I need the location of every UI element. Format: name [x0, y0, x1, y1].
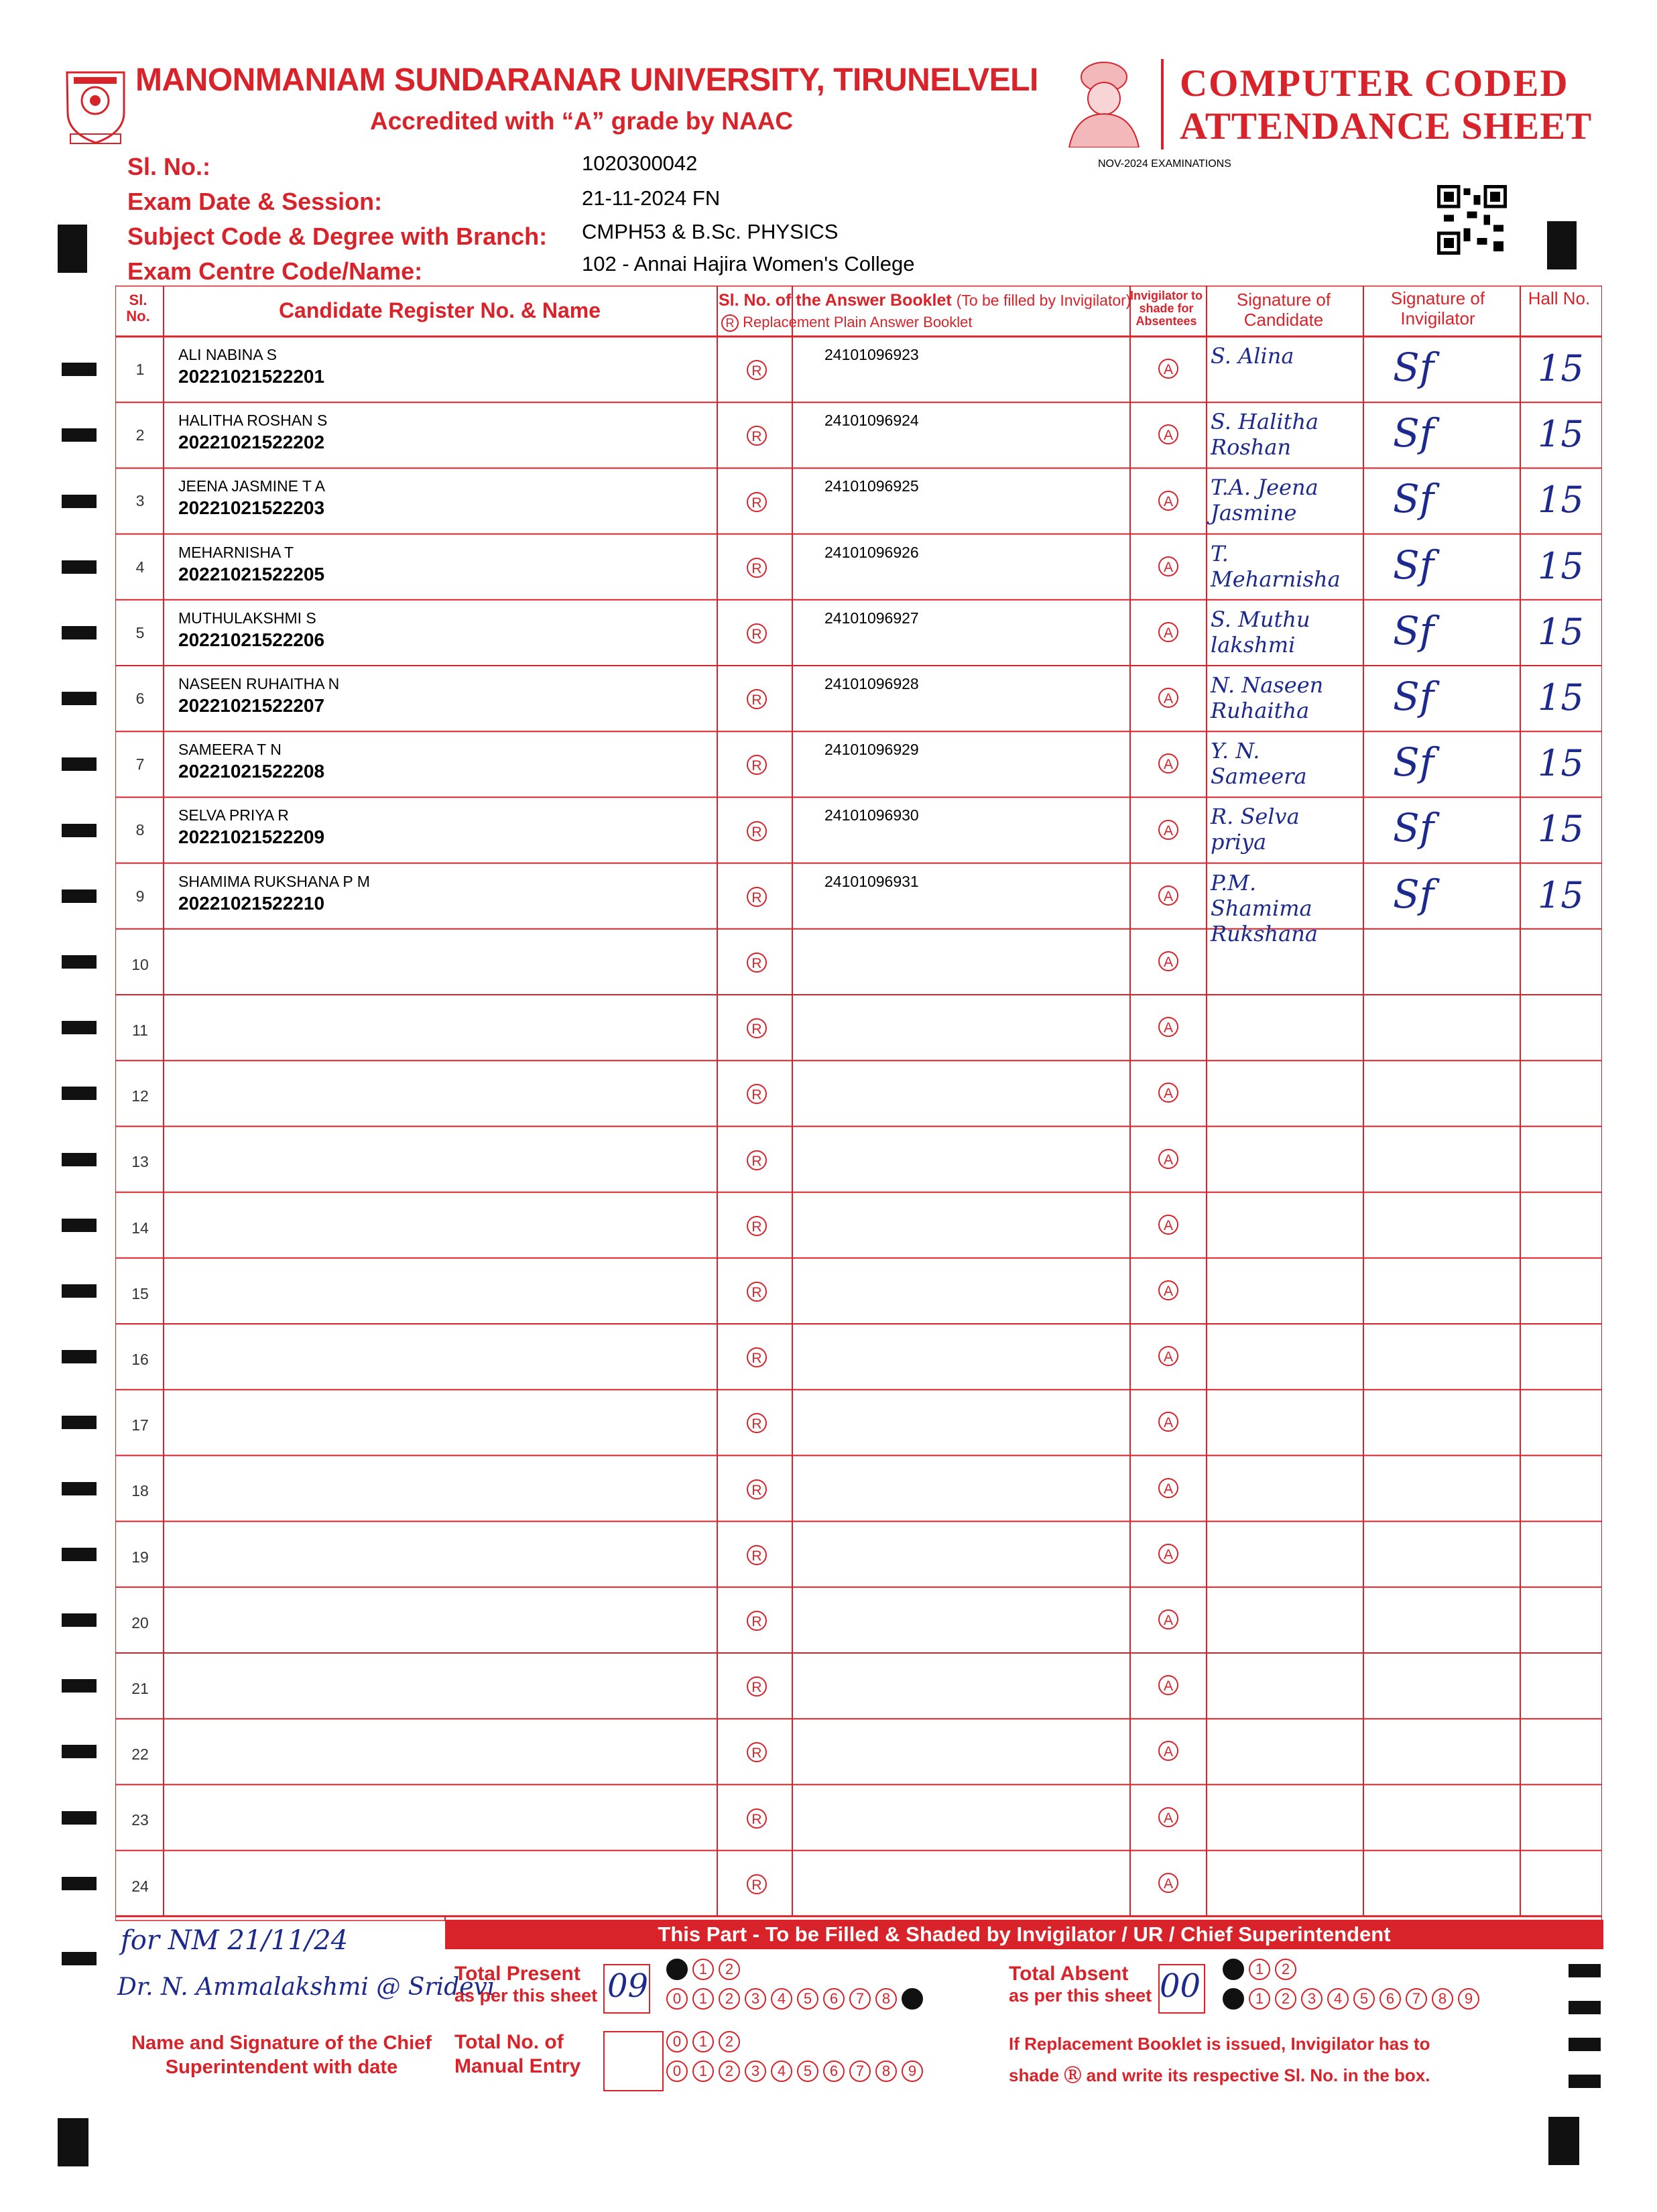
sl-no-label: Sl. No.: — [127, 153, 210, 180]
digit-bubble-5[interactable]: 5 — [797, 2061, 818, 2082]
total-present-label-2: as per this sheet — [454, 1985, 598, 2006]
candidate-signature: N. Naseen Ruhaitha — [1211, 672, 1324, 723]
digit-bubble-5[interactable]: 5 — [1353, 1988, 1375, 2010]
row-sl-no: 15 — [131, 1284, 149, 1302]
digit-bubble-2[interactable]: 2 — [719, 1988, 740, 2010]
absent-bubble-icon[interactable]: A — [1158, 688, 1178, 708]
digit-bubble-1[interactable]: 1 — [1249, 1959, 1270, 1980]
row-sl-no: 7 — [135, 755, 145, 774]
candidate-name: MEHARNISHA T — [178, 543, 294, 561]
row-sl-no: 16 — [131, 1351, 149, 1368]
timing-mark — [1569, 2038, 1601, 2051]
booklet-number: 24101096931 — [824, 872, 919, 890]
row-sl-no: 12 — [131, 1087, 149, 1105]
hall-number: 15 — [1538, 742, 1584, 785]
digit-bubble-0[interactable]: 0 — [1223, 1988, 1244, 2010]
timing-mark — [62, 757, 97, 771]
booklet-number: 24101096930 — [824, 806, 919, 824]
absent-bubble-icon[interactable]: A — [1158, 622, 1178, 642]
row-sl-no: 22 — [131, 1745, 149, 1764]
col-header-sig-candidate: Signature of Candidate — [1236, 290, 1331, 330]
booklet-number: 24101096928 — [824, 675, 919, 692]
invigilator-signature: Sf — [1393, 476, 1434, 522]
timing-mark — [62, 428, 97, 442]
timing-mark — [62, 626, 97, 639]
timing-mark — [62, 1745, 97, 1758]
timing-mark — [62, 560, 97, 574]
digit-bubble-2[interactable]: 2 — [719, 2031, 740, 2052]
col-header-candidate: Candidate Register No. & Name — [278, 298, 601, 322]
timing-mark — [62, 363, 97, 376]
row-sl-no: 2 — [135, 426, 145, 444]
row-sl-no: 18 — [131, 1482, 149, 1500]
replacement-bubble-icon[interactable]: R — [747, 1282, 767, 1302]
candidate-name: JEENA JASMINE T A — [178, 477, 326, 495]
replacement-bubble-icon[interactable]: R — [747, 426, 767, 446]
digit-bubble-6[interactable]: 6 — [1379, 1988, 1401, 2010]
manual-entry-label-1: Total No. of — [454, 2031, 564, 2053]
row-sl-no: 9 — [135, 887, 145, 905]
row-sl-no: 10 — [131, 955, 149, 973]
timing-mark — [62, 1811, 97, 1825]
timing-mark — [62, 1416, 97, 1429]
digit-bubble-1[interactable]: 1 — [1249, 1988, 1270, 2010]
booklet-number: 24101096923 — [824, 346, 919, 363]
digit-bubble-3[interactable]: 3 — [745, 1988, 766, 2010]
timing-mark — [62, 824, 97, 837]
row-sl-no: 8 — [135, 821, 145, 839]
manual-entry-label-2: Manual Entry — [454, 2055, 581, 2077]
row-sl-no: 5 — [135, 623, 145, 641]
booklet-number: 24101096925 — [824, 477, 919, 495]
booklet-number: 24101096926 — [824, 543, 919, 561]
replacement-glyph-icon: R — [721, 314, 739, 332]
present-units-bubbles — [666, 1988, 923, 2011]
date-value: 21-11-2024 FN — [582, 186, 721, 210]
timing-mark — [1547, 221, 1577, 269]
subject-label: Subject Code & Degree with Branch: — [127, 223, 548, 250]
absent-bubble-icon[interactable]: A — [1158, 753, 1178, 774]
digit-bubble-4[interactable]: 4 — [1327, 1988, 1349, 2010]
timing-mark — [1548, 2117, 1579, 2165]
candidate-signature: Y. N. Sameera — [1211, 738, 1307, 790]
date-label: Exam Date & Session: — [127, 188, 383, 215]
replacement-bubble-icon[interactable]: R — [747, 623, 767, 643]
booklet-number: 24101096927 — [824, 609, 919, 627]
replacement-bubble-icon[interactable]: R — [747, 1018, 767, 1038]
candidate-name: ALI NABINA S — [178, 346, 278, 363]
replacement-bubble-icon[interactable]: R — [747, 1413, 767, 1433]
timing-mark — [62, 1952, 97, 1965]
invigilator-signature: Sf — [1393, 607, 1434, 654]
replacement-note-1: If Replacement Booklet is issued, Invigilator has to — [1009, 2034, 1430, 2054]
absent-bubble-icon[interactable]: A — [1158, 1873, 1178, 1893]
sheet-title-line2: ATTENDANCE SHEET — [1180, 105, 1593, 147]
col-header-hall: Hall No. — [1528, 288, 1591, 308]
digit-bubble-7[interactable]: 7 — [849, 2061, 871, 2082]
invigilator-signature: Sf — [1393, 674, 1434, 719]
candidate-signature: T. Meharnisha — [1211, 540, 1341, 592]
row-sl-no: 3 — [135, 492, 145, 510]
digit-bubble-9[interactable]: 9 — [902, 2061, 923, 2082]
timing-mark — [62, 955, 97, 969]
absent-bubble-icon[interactable]: A — [1158, 1412, 1178, 1432]
candidate-name: NASEEN RUHAITHA N — [178, 675, 340, 692]
digit-bubble-9[interactable]: 9 — [1458, 1988, 1479, 2010]
col-header-replacement — [721, 314, 973, 332]
absent-bubble-icon[interactable]: A — [1158, 1807, 1178, 1827]
timing-mark — [62, 1482, 97, 1495]
absent-bubble-icon[interactable]: A — [1158, 1675, 1178, 1695]
digit-bubble-8[interactable]: 8 — [1432, 1988, 1453, 2010]
row-sl-no: 4 — [135, 558, 145, 576]
digit-bubble-3[interactable]: 3 — [1301, 1988, 1323, 2010]
invigilator-signature: Sf — [1393, 805, 1434, 851]
total-present-value: 09 — [607, 1967, 649, 2005]
timing-mark — [58, 225, 87, 273]
footer-banner: This Part - To be Filled & Shaded by Invigilator / UR / Chief Superintendent — [445, 1920, 1603, 1949]
row-sl-no: 1 — [135, 361, 145, 378]
digit-bubble-2[interactable]: 2 — [719, 2061, 740, 2082]
col-header-sig-invigilator: Signature of Invigilator — [1390, 288, 1485, 328]
digit-bubble-2[interactable]: 2 — [1275, 1988, 1296, 2010]
digit-bubble-1[interactable]: 1 — [692, 2061, 714, 2082]
university-logo — [60, 67, 131, 151]
row-sl-no: 23 — [131, 1811, 149, 1829]
absent-bubble-icon[interactable]: A — [1158, 1149, 1178, 1169]
sheet-title-line1: COMPUTER CODED — [1180, 62, 1569, 105]
digit-bubble-6[interactable]: 6 — [823, 2061, 845, 2082]
digit-bubble-9[interactable]: 9 — [902, 1988, 923, 2010]
absent-tens-bubbles — [1223, 1959, 1296, 1981]
timing-mark — [58, 2118, 88, 2166]
founder-portrait — [1059, 57, 1150, 147]
digit-bubble-4[interactable]: 4 — [771, 1988, 792, 2010]
hall-number: 15 — [1538, 610, 1584, 653]
absent-bubble-icon[interactable]: A — [1158, 1478, 1178, 1498]
timing-mark — [1569, 1964, 1601, 1977]
register-number: 20221021522209 — [178, 826, 325, 848]
row-sl-no: 13 — [131, 1153, 149, 1171]
replacement-note-2: shade Ⓡ and write its respective Sl. No. in the box. — [1009, 2065, 1430, 2085]
replacement-bubble-icon[interactable]: R — [747, 755, 767, 775]
timing-mark — [62, 1219, 97, 1232]
replacement-bubble-icon[interactable]: R — [747, 1347, 767, 1367]
manual-units-bubbles — [666, 2061, 923, 2083]
timing-mark — [62, 1613, 97, 1627]
invigilator-signature: Sf — [1393, 739, 1434, 786]
register-number: 20221021522205 — [178, 563, 325, 585]
booklet-number: 24101096929 — [824, 741, 919, 759]
replacement-bubble-icon[interactable]: R — [747, 1545, 767, 1565]
replacement-bubble-icon[interactable]: R — [747, 953, 767, 973]
candidate-name: HALITHA ROSHAN S — [178, 412, 328, 430]
replacement-bubble-icon[interactable]: R — [747, 689, 767, 709]
candidate-name: SAMEERA T N — [178, 741, 282, 759]
cs-signature-line1: for NM 21/11/24 — [121, 1925, 349, 1956]
attendance-grid — [115, 286, 1602, 1921]
total-present-label-1: Total Present — [454, 1963, 580, 1985]
digit-bubble-0[interactable]: 0 — [1223, 1959, 1244, 1980]
total-absent-label-2: as per this sheet — [1009, 1985, 1152, 2006]
register-number: 20221021522201 — [178, 366, 325, 387]
absent-bubble-icon[interactable]: A — [1158, 1741, 1178, 1761]
hall-number: 15 — [1538, 479, 1584, 521]
cs-signature-line2: Dr. N. Ammalakshmi @ Sridevi — [117, 1973, 495, 2001]
replacement-bubble-icon[interactable]: R — [747, 1676, 767, 1697]
booklet-header-title: Sl. No. of the Answer Booklet — [719, 291, 952, 310]
col-header-invigilator-shade: Invigilator to shade for Absentees — [1130, 289, 1203, 328]
absent-bubble-icon[interactable]: A — [1158, 885, 1178, 906]
candidate-signature: S. Alina — [1211, 343, 1294, 369]
digit-bubble-0[interactable]: 0 — [666, 1959, 688, 1980]
candidate-name: MUTHULAKSHMI S — [178, 609, 316, 627]
candidate-signature: R. Selva priya — [1211, 804, 1300, 855]
invigilator-signature: Sf — [1393, 345, 1434, 390]
register-number: 20221021522208 — [178, 761, 325, 782]
replacement-bubble-icon[interactable]: R — [747, 821, 767, 841]
candidate-name: SELVA PRIYA R — [178, 806, 289, 824]
absent-bubble-icon[interactable]: A — [1158, 820, 1178, 840]
hall-number: 15 — [1538, 676, 1584, 719]
digit-bubble-8[interactable]: 8 — [875, 1988, 897, 2010]
header-divider — [1161, 59, 1164, 149]
hall-number: 15 — [1538, 347, 1584, 389]
row-sl-no: 6 — [135, 690, 145, 707]
candidate-signature: T.A. Jeena Jasmine — [1211, 475, 1318, 526]
invigilator-signature: Sf — [1393, 542, 1434, 588]
digit-bubble-1[interactable]: 1 — [692, 1988, 714, 2010]
row-sl-no: 19 — [131, 1548, 149, 1566]
manual-tens-bubbles — [666, 2031, 740, 2054]
accreditation: Accredited with “A” grade by NAAC — [370, 107, 794, 135]
hall-number: 15 — [1538, 544, 1584, 587]
row-sl-no: 21 — [131, 1680, 149, 1697]
digit-bubble-6[interactable]: 6 — [823, 1988, 845, 2010]
manual-entry-box[interactable] — [603, 2031, 664, 2091]
replacement-bubble-icon[interactable]: R — [747, 1084, 767, 1104]
replacement-header-text: Replacement Plain Answer Booklet — [743, 314, 973, 330]
register-number: 20221021522210 — [178, 892, 325, 914]
timing-mark — [62, 1153, 97, 1166]
cs-label: Name and Signature of the Chief Superintendent with date — [131, 2032, 432, 2078]
absent-bubble-icon[interactable]: A — [1158, 1083, 1178, 1103]
replacement-bubble-icon[interactable]: R — [747, 1874, 767, 1894]
absent-bubble-icon[interactable]: A — [1158, 1017, 1178, 1037]
replacement-bubble-icon[interactable]: R — [747, 1808, 767, 1829]
row-sl-no: 14 — [131, 1219, 149, 1237]
digit-bubble-2[interactable]: 2 — [719, 1959, 740, 1980]
present-tens-bubbles — [666, 1959, 740, 1981]
replacement-bubble-icon[interactable]: R — [747, 1611, 767, 1631]
university-name: MANONMANIAM SUNDARANAR UNIVERSITY, TIRUNELVELI — [135, 62, 1038, 98]
timing-mark — [62, 1679, 97, 1693]
row-sl-no: 17 — [131, 1416, 149, 1434]
digit-bubble-0[interactable]: 0 — [666, 2061, 688, 2082]
timing-mark — [62, 495, 97, 508]
replacement-bubble-icon[interactable]: R — [747, 558, 767, 578]
candidate-signature: S. Muthu lakshmi — [1211, 606, 1310, 658]
digit-bubble-7[interactable]: 7 — [1406, 1988, 1427, 2010]
booklet-number: 24101096924 — [824, 412, 919, 430]
absent-bubble-icon[interactable]: A — [1158, 424, 1178, 444]
total-absent-value: 00 — [1160, 1967, 1201, 2005]
digit-bubble-1[interactable]: 1 — [692, 2031, 714, 2052]
register-number: 20221021522203 — [178, 497, 325, 519]
digit-bubble-4[interactable]: 4 — [771, 2061, 792, 2082]
absent-bubble-icon[interactable]: A — [1158, 556, 1178, 576]
timing-mark — [62, 1877, 97, 1890]
replacement-bubble-icon[interactable]: R — [747, 360, 767, 380]
replacement-bubble-icon[interactable]: R — [747, 1216, 767, 1236]
timing-mark — [62, 692, 97, 705]
absent-bubble-icon[interactable]: A — [1158, 359, 1178, 379]
register-number: 20221021522206 — [178, 629, 325, 650]
invigilator-signature: Sf — [1393, 410, 1434, 456]
digit-bubble-8[interactable]: 8 — [875, 2061, 897, 2082]
candidate-name: SHAMIMA RUKSHANA P M — [178, 872, 370, 890]
col-header-booklet — [719, 291, 1131, 310]
absent-bubble-icon[interactable]: A — [1158, 1609, 1178, 1630]
register-number: 20221021522202 — [178, 432, 325, 453]
row-sl-no: 24 — [131, 1877, 149, 1895]
subject-value: CMPH53 & B.Sc. PHYSICS — [582, 220, 839, 243]
hall-number: 15 — [1538, 873, 1584, 916]
digit-bubble-1[interactable]: 1 — [692, 1959, 714, 1980]
timing-mark — [62, 1548, 97, 1561]
centre-value: 102 - Annai Hajira Women's College — [582, 252, 915, 275]
centre-label: Exam Centre Code/Name: — [127, 257, 423, 285]
replacement-bubble-icon[interactable]: R — [747, 1479, 767, 1499]
timing-mark — [62, 1087, 97, 1100]
register-number: 20221021522207 — [178, 695, 325, 716]
absent-bubble-icon[interactable]: A — [1158, 951, 1178, 971]
replacement-bubble-icon[interactable]: R — [747, 492, 767, 512]
total-absent-label-1: Total Absent — [1009, 1963, 1129, 1985]
exam-tag: NOV-2024 EXAMINATIONS — [1098, 158, 1231, 170]
col-header-sl: Sl. No. — [126, 292, 150, 324]
timing-mark — [62, 1021, 97, 1034]
row-sl-no: 20 — [131, 1613, 149, 1632]
booklet-header-note: (To be filled by Invigilator) — [956, 292, 1131, 309]
absent-units-bubbles — [1223, 1988, 1479, 2011]
replacement-bubble-icon[interactable]: R — [747, 1742, 767, 1762]
qr-code — [1437, 185, 1507, 255]
absent-bubble-icon[interactable]: A — [1158, 491, 1178, 511]
absent-bubble-icon[interactable]: A — [1158, 1280, 1178, 1300]
absent-bubble-icon[interactable]: A — [1158, 1544, 1178, 1564]
timing-mark — [1569, 2001, 1601, 2014]
replacement-bubble-icon[interactable]: R — [747, 1150, 767, 1170]
digit-bubble-0[interactable]: 0 — [666, 1988, 688, 2010]
timing-mark — [1569, 2075, 1601, 2088]
candidate-signature: P.M. Shamima Rukshana — [1211, 869, 1318, 946]
timing-mark — [62, 889, 97, 903]
absent-bubble-icon[interactable]: A — [1158, 1215, 1178, 1235]
absent-bubble-icon[interactable]: A — [1158, 1346, 1178, 1366]
digit-bubble-3[interactable]: 3 — [745, 2061, 766, 2082]
candidate-signature: S. Halitha Roshan — [1211, 409, 1319, 460]
sl-no-value: 1020300042 — [582, 151, 698, 175]
row-sl-no: 11 — [132, 1022, 148, 1039]
timing-mark — [62, 1284, 97, 1298]
digit-bubble-0[interactable]: 0 — [666, 2031, 688, 2052]
timing-mark — [62, 1350, 97, 1363]
digit-bubble-5[interactable]: 5 — [797, 1988, 818, 2010]
digit-bubble-2[interactable]: 2 — [1275, 1959, 1296, 1980]
replacement-bubble-icon[interactable]: R — [747, 887, 767, 907]
hall-number: 15 — [1538, 808, 1584, 851]
digit-bubble-7[interactable]: 7 — [849, 1988, 871, 2010]
hall-number: 15 — [1538, 413, 1584, 456]
invigilator-signature: Sf — [1393, 871, 1434, 917]
